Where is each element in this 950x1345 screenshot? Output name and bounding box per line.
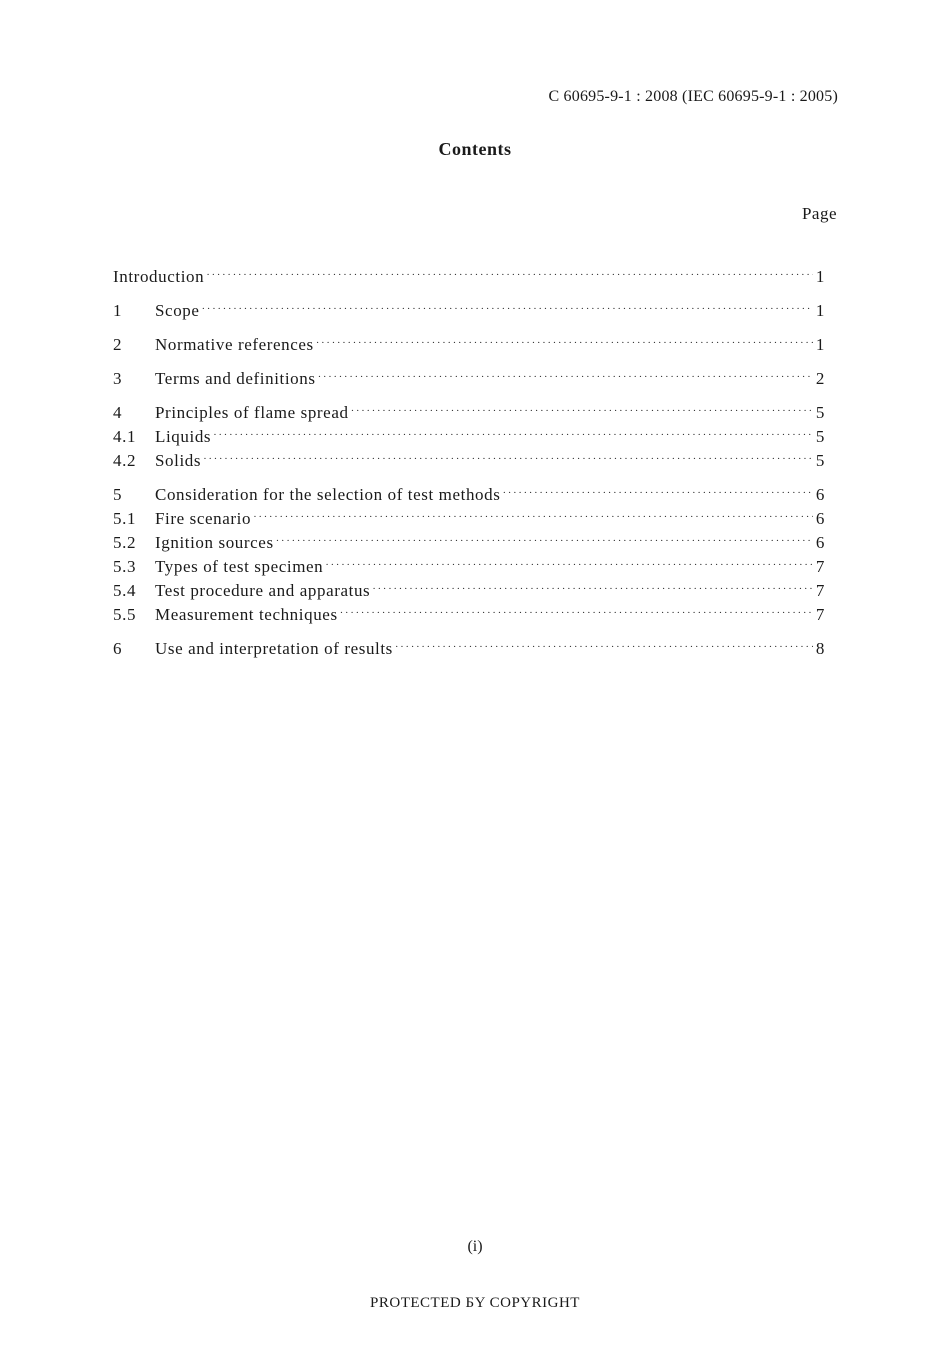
toc-dot-leader	[206, 269, 813, 281]
toc-entry-title: Normative references	[155, 335, 314, 354]
toc-entry-page: 6	[815, 533, 825, 552]
toc-dot-leader	[502, 487, 812, 499]
toc-entry-page: 5	[815, 403, 825, 422]
toc-entry[interactable]	[113, 369, 825, 393]
table-of-contents	[113, 267, 825, 663]
toc-dot-leader	[372, 583, 813, 595]
toc-entry-title: Ignition sources	[155, 533, 274, 552]
toc-entry-title: Introduction	[113, 267, 205, 286]
toc-entry[interactable]	[113, 557, 825, 581]
toc-entry-title: Test procedure and apparatus	[155, 581, 371, 600]
toc-entry-page: 6	[815, 485, 825, 504]
toc-entry-number: 5.4	[113, 581, 137, 600]
toc-entry-title: Use and interpretation of results	[155, 639, 393, 658]
toc-dot-leader	[202, 303, 813, 315]
toc-entry-page: 7	[815, 557, 825, 576]
toc-entry[interactable]	[113, 403, 825, 427]
toc-dot-leader	[318, 371, 813, 383]
toc-entry-page: 8	[815, 639, 825, 658]
toc-entry-page: 5	[815, 451, 825, 470]
page-title: Contents	[438, 139, 512, 159]
toc-entry-number: 2	[113, 335, 123, 354]
toc-entry-title: Scope	[155, 301, 200, 320]
toc-entry-number: 5	[113, 485, 123, 504]
toc-entry-number: 4.1	[113, 427, 137, 446]
toc-entry[interactable]	[113, 427, 825, 451]
toc-entry-title: Principles of flame spread	[155, 403, 349, 422]
toc-dot-leader	[325, 559, 813, 571]
toc-dot-leader	[253, 511, 813, 523]
toc-entry-page: 2	[815, 369, 825, 388]
toc-entry[interactable]	[113, 485, 825, 509]
toc-entry[interactable]	[113, 581, 825, 605]
toc-entry[interactable]	[113, 509, 825, 533]
toc-entry-page: 5	[815, 427, 825, 446]
toc-entry-number: 4	[113, 403, 123, 422]
toc-entry-title: Fire scenario	[155, 509, 252, 528]
toc-entry-number: 5.3	[113, 557, 137, 576]
document-header-reference: C 60695-9-1 : 2008 (IEC 60695-9-1 : 2005)	[548, 88, 838, 105]
page-number: (i)	[467, 1238, 483, 1255]
toc-entry-number: 3	[113, 369, 123, 388]
copyright-notice: PROTECTED ƂY COPYRIGHT	[370, 1295, 580, 1311]
toc-dot-leader	[395, 641, 813, 653]
toc-entry-page: 1	[815, 267, 825, 286]
toc-dot-leader	[340, 607, 813, 619]
toc-entry-title: Liquids	[155, 427, 212, 446]
toc-dot-leader	[316, 337, 813, 349]
toc-entry[interactable]	[113, 267, 825, 291]
toc-entry-page: 1	[815, 335, 825, 354]
toc-dot-leader	[276, 535, 813, 547]
toc-entry-page: 7	[815, 581, 825, 600]
toc-entry-title: Types of test specimen	[155, 557, 324, 576]
toc-entry[interactable]	[113, 533, 825, 557]
toc-entry-number: 1	[113, 301, 123, 320]
toc-entry-number: 5.1	[113, 509, 137, 528]
toc-entry-page: 1	[815, 301, 825, 320]
toc-entry[interactable]	[113, 301, 825, 325]
toc-entry-number: 6	[113, 639, 123, 658]
toc-entry-number: 5.5	[113, 605, 137, 624]
toc-entry-page: 6	[815, 509, 825, 528]
toc-entry-number: 4.2	[113, 451, 137, 470]
page-column-label: Page	[801, 204, 837, 223]
toc-entry[interactable]	[113, 639, 825, 663]
toc-dot-leader	[203, 453, 813, 465]
toc-entry-title: Consideration for the selection of test methods	[155, 485, 501, 504]
toc-entry-title: Solids	[155, 451, 202, 470]
toc-entry[interactable]	[113, 335, 825, 359]
toc-entry[interactable]	[113, 451, 825, 475]
toc-dot-leader	[351, 405, 813, 417]
toc-dot-leader	[213, 429, 813, 441]
toc-entry-number: 5.2	[113, 533, 137, 552]
toc-entry[interactable]	[113, 605, 825, 629]
toc-entry-page: 7	[815, 605, 825, 624]
toc-entry-title: Terms and definitions	[155, 369, 316, 388]
toc-entry-title: Measurement techniques	[155, 605, 338, 624]
